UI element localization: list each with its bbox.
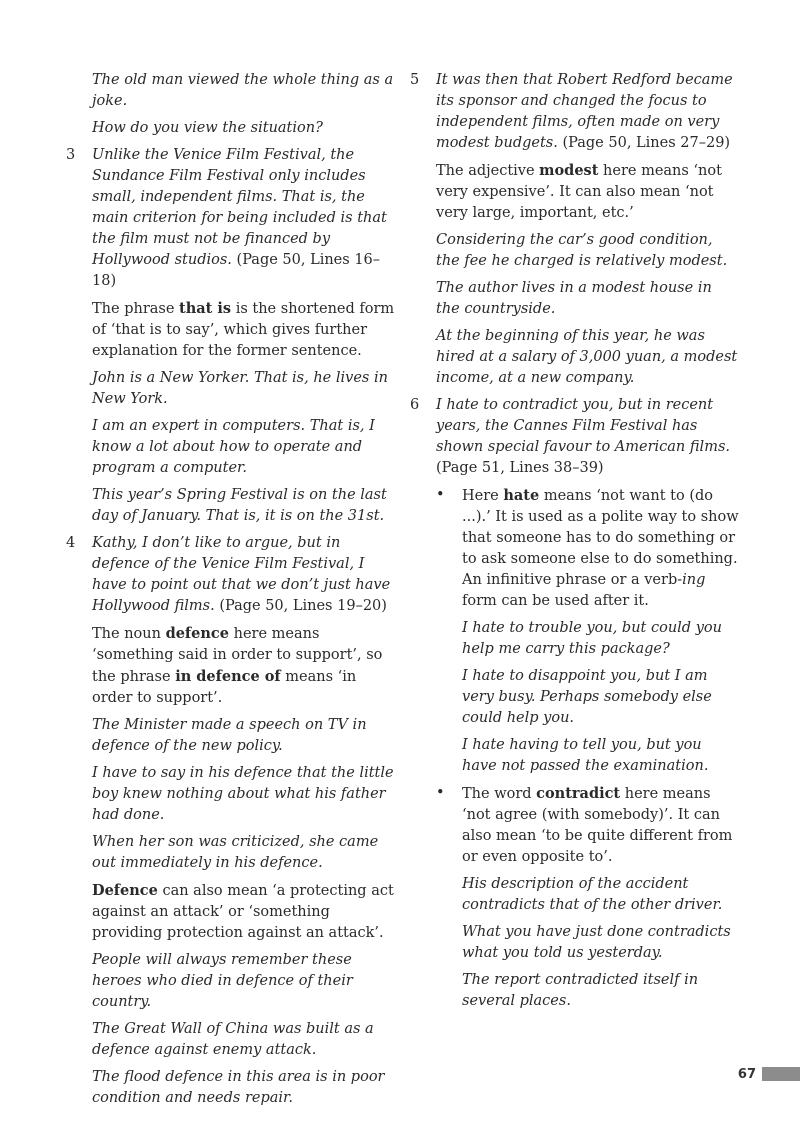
example-sentence: I hate having to tell you, but you have not passed the examination. <box>462 737 709 774</box>
example-sentence: The old man viewed the whole thing as a joke. <box>92 72 394 109</box>
example-sentence: I am an expert in computers. That is, I know a lot about how to operate and program a computer. <box>92 418 375 476</box>
item-number: 4 <box>66 535 76 551</box>
note-item-6 <box>410 395 740 479</box>
keyword: hate <box>503 487 540 504</box>
example-sentence: When her son was criticized, she came out immediately in his defence. <box>92 834 379 871</box>
page-reference: (Page 50, Lines 16–18) <box>92 252 381 289</box>
bullet-icon: • <box>436 785 445 801</box>
page-reference: (Page 50, Lines 19–20) <box>214 598 387 614</box>
example-sentence: I hate to disappoint you, but I am very busy. Perhaps somebody else could help you. <box>462 668 712 726</box>
explanation: The phrase that is is the shortened form of ‘that is to say’, which gives further explanation for the former sentence. <box>92 300 395 359</box>
explanation: The noun defence here means ‘something said in order to support’, so the phrase in defence of means ‘in order to support’. <box>92 625 383 706</box>
left-column <box>66 70 396 1115</box>
keyword: modest <box>539 162 599 179</box>
explanation: The adjective modest here means ‘not very expensive’. It can also mean ‘not very large, important, etc.’ <box>436 162 722 221</box>
note-item-4 <box>66 533 396 617</box>
example-sentence: The report contradicted itself in several places. <box>462 972 699 1009</box>
page-tab-bar <box>762 1067 800 1081</box>
page-footer <box>738 1066 800 1082</box>
quote: I hate to contradict you, but in recent years, the Cannes Film Festival has shown special favour to American films. <box>436 397 730 455</box>
item-number: 5 <box>410 72 420 88</box>
page-number: 67 <box>737 1066 756 1082</box>
keyword: in defence of <box>175 668 281 685</box>
keyword: that is <box>179 300 232 317</box>
keyword: contradict <box>536 785 621 802</box>
example-sentence: People will always remember these heroes who died in defence of their country. <box>92 952 353 1010</box>
example-sentence: This year’s Spring Festival is on the last day of January. That is, it is on the 31st. <box>92 487 387 524</box>
example-sentence: I hate to trouble you, but could you help me carry this package? <box>462 620 722 657</box>
keyword: defence <box>165 625 229 642</box>
bullet-icon: • <box>436 487 445 503</box>
note-item-3 <box>66 145 396 292</box>
example-question: How do you view the situation? <box>92 120 323 136</box>
keyword: Defence <box>92 882 158 899</box>
example-sentence: I have to say in his defence that the little boy knew nothing about what his father had done. <box>92 765 394 823</box>
quote: Kathy, I don’t like to argue, but in defence of the Venice Film Festival, I have to point out that we don’t just have Hollywood films. <box>92 535 391 614</box>
example-sentence: The flood defence in this area is in poor condition and needs repair. <box>92 1069 385 1106</box>
note-item-5 <box>410 70 740 154</box>
explanation: Defence can also mean ‘a protecting act against an attack’ or ‘something providing protection against an attack’. <box>92 882 394 941</box>
bullet-point: • The word contradict here means ‘not agree (with somebody)’. It can also mean ‘to be quite different from or even opposite to’. <box>436 785 733 865</box>
example-sentence: The Great Wall of China was built as a defence against enemy attack. <box>92 1021 374 1058</box>
example-sentence: The Minister made a speech on TV in defence of the new policy. <box>92 717 367 754</box>
example-sentence: His description of the accident contradicts that of the other driver. <box>462 876 723 913</box>
bullet-point: • Here hate means ‘not want to (do ...).’ It is used as a polite way to show that someone has to do something or to ask someone else to do something. An infinitive phrase or a verb-ing form can be used after it. <box>436 487 739 609</box>
example-sentence: Considering the car’s good condition, the fee he charged is relatively modest. <box>436 232 728 269</box>
right-column <box>410 70 740 1018</box>
example-sentence: John is a New Yorker. That is, he lives in New York. <box>92 370 388 407</box>
example-sentence: What you have just done contradicts what you told us yesterday. <box>462 924 731 961</box>
example-sentence: At the beginning of this year, he was hired at a salary of 3,000 yuan, a modest income, at a new company. <box>436 328 738 386</box>
quote: Unlike the Venice Film Festival, the Sundance Film Festival only includes small, independent films. That is, the main criterion for being included is that the film must not be financed by Hollywood studios. <box>92 147 387 268</box>
quote: It was then that Robert Redford became its sponsor and changed the focus to independent films, often made on very modest budgets. <box>436 72 733 151</box>
page-reference: (Page 50, Lines 27–29) <box>557 135 731 151</box>
example-sentence: The author lives in a modest house in the countryside. <box>436 280 712 317</box>
item-number: 3 <box>66 147 76 163</box>
page-reference: (Page 51, Lines 38–39) <box>436 460 604 476</box>
item-number: 6 <box>410 397 420 413</box>
